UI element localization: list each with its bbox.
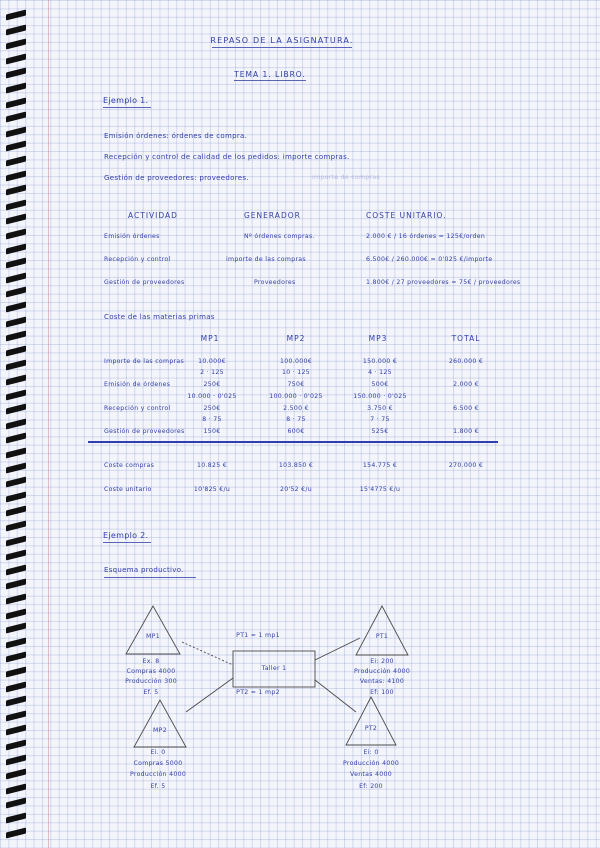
ejemplo1-heading: Ejemplo 1. [103, 96, 149, 105]
costes-row-1-mp2: 100.000€ [280, 358, 312, 365]
costes-row-4-mp1-calc: 8 · 75 [202, 416, 222, 423]
costes-row-3-mp3: 3.750 € [367, 405, 393, 412]
activity-row-3-cost: 1.800€ / 27 proveedores = 75€ / proveedores [366, 279, 521, 286]
costes-row-3-mp1: 250€ [203, 405, 221, 412]
activity-table-header-2: GENERADOR [244, 211, 301, 220]
coste-compras-mp2: 103.850 € [278, 462, 314, 469]
costes-col-mp1: MP1 [200, 334, 220, 343]
pt2-line-3: Ventas 4000 [350, 771, 392, 778]
pt2-triangle [346, 697, 396, 745]
mp2-line-4: Ef. 5 [150, 783, 166, 790]
activity-row-1-activity: Emisión órdenes [104, 233, 160, 240]
costes-row-3-total: 6.500 € [453, 405, 479, 412]
costes-row-3-mp2: 2.500 € [283, 405, 309, 412]
mp2-triangle [134, 700, 186, 747]
ejemplo1-line-2: Recepción y control de calidad de los pedidos: importe compras. [104, 153, 350, 161]
page-title: REPASO DE LA ASIGNATURA. [210, 36, 354, 45]
coste-unitario-mp3: 15'4775 €/u [359, 486, 401, 493]
arrow-mp1-taller [182, 642, 233, 665]
esquema-heading: Esquema productivo. [104, 566, 184, 574]
coste-compras-mp1: 10.825 € [197, 462, 227, 469]
coste-compras-total: 270.000 € [448, 462, 484, 469]
coste-unitario-mp1: 10'825 €/u [193, 486, 231, 493]
costes-row-1-mp1: 10.000€ [198, 358, 226, 365]
coste-compras-mp3: 154.775 € [362, 462, 398, 469]
costes-col-mp2: MP2 [286, 334, 306, 343]
costes-row-2-mp2-calc: 10 · 125 [282, 369, 310, 376]
costes-row-1-total: 260.000 € [448, 358, 484, 365]
activity-row-2-generator: importe de las compras [226, 256, 306, 263]
mp2-line-1: Ei. 0 [150, 749, 166, 756]
coste-unitario-label: Coste unitario [104, 486, 152, 493]
costes-col-total: TOTAL [451, 334, 481, 343]
mp2-node-label: MP2 [153, 727, 167, 734]
arrow-taller-pt1 [315, 638, 360, 660]
pt1-line-4: Ef: 100 [370, 689, 394, 696]
costes-row-3-mp1-calc: 10.000 · 0'025 [187, 393, 237, 400]
activity-row-3-activity: Gestión de proveedores [104, 279, 185, 286]
mp1-line-3: Producción 300 [125, 678, 177, 685]
mp2-line-3: Producción 4000 [129, 771, 187, 778]
pt2-node-label: PT2 [364, 725, 378, 732]
costes-row-2-mp2: 750€ [287, 381, 305, 388]
costes-row-2-mp1: 250€ [203, 381, 221, 388]
pt2-line-4: Ef: 200 [359, 783, 383, 790]
mp1-line-1: Ex. 8 [142, 658, 160, 665]
costes-row-1-mp3: 150.000 € [362, 358, 398, 365]
costes-row-2-label: Emisión de órdenes [104, 381, 171, 388]
arrow-taller-pt2 [315, 680, 356, 712]
coste-unitario-mp2: 20'52 €/u [279, 486, 313, 493]
costes-row-2-mp1-calc: 2 · 125 [200, 369, 224, 376]
ejemplo1-line-3: Gestión de proveedores: proveedores. [104, 174, 249, 182]
ejemplo1-line-1: Emisión órdenes: órdenes de compra. [104, 132, 248, 140]
costes-row-3-mp3-calc: 150.000 · 0'025 [353, 393, 407, 400]
pt2-line-1: Ei: 0 [363, 749, 379, 756]
ejemplo2-heading: Ejemplo 2. [103, 531, 149, 540]
costes-row-4-mp2: 600€ [287, 428, 305, 435]
activity-table-header-3: COSTE UNITARIO. [366, 211, 447, 220]
activity-row-2-activity: Recepción y control [104, 256, 171, 263]
costes-row-4-total: 1.800 € [453, 428, 479, 435]
activity-row-3-generator: Proveedores [254, 279, 296, 286]
costes-row-4-mp3: 525€ [371, 428, 389, 435]
pt2-line-2: Producción 4000 [342, 760, 400, 767]
costes-row-4-mp3-calc: 7 · 75 [370, 416, 390, 423]
costes-row-2-mp3-calc: 4 · 125 [368, 369, 392, 376]
mp1-line-4: Ef. 5 [143, 689, 159, 696]
costes-row-2-mp3: 500€ [371, 381, 389, 388]
activity-row-1-cost: 2.000 € / 16 órdenes = 125€/orden [366, 233, 486, 240]
costes-col-mp3: MP3 [368, 334, 388, 343]
costes-row-4-mp2-calc: 8 · 75 [286, 416, 306, 423]
mp2-line-2: Compras 5000 [133, 760, 183, 767]
pt1-line-2: Producción 4000 [353, 668, 411, 675]
activity-table-header-1: ACTIVIDAD [128, 211, 178, 220]
mp1-triangle [126, 606, 180, 654]
costes-row-1-label: Importe de las compras [104, 358, 185, 365]
pt1-node-label: PT1 [375, 633, 389, 640]
pt2-formula: PT2 = 1 mp2 [236, 689, 280, 696]
pt1-triangle [356, 606, 408, 655]
activity-row-2-cost: 6.500€ / 260.000€ = 0'025 €/importe [366, 256, 493, 263]
pt1-line-1: Ei: 200 [370, 658, 394, 665]
costes-row-2-total: 2.000 € [453, 381, 479, 388]
activity-row-1-generator: Nº órdenes compras. [244, 233, 315, 240]
costes-row-3-label: Recepción y control [104, 405, 171, 412]
costes-heading: Coste de las materias primas [104, 313, 215, 321]
coste-compras-label: Coste compras [104, 462, 155, 469]
costes-row-4-mp1: 150€ [203, 428, 221, 435]
arrow-mp2-taller [186, 678, 233, 712]
faint-note: importe de compras [312, 174, 381, 181]
costes-row-3-mp2-calc: 100.000 · 0'025 [269, 393, 323, 400]
mp1-line-2: Compras 4000 [126, 668, 176, 675]
costes-row-4-label: Gestión de proveedores [104, 428, 185, 435]
mp1-node-label: MP1 [146, 633, 160, 640]
tema-heading: TEMA 1. LIBRO. [234, 70, 306, 79]
pt1-line-3: Ventas: 4100 [359, 678, 405, 685]
taller-label: Taller 1 [261, 665, 287, 672]
pt1-formula: PT1 = 1 mp1 [236, 632, 280, 639]
